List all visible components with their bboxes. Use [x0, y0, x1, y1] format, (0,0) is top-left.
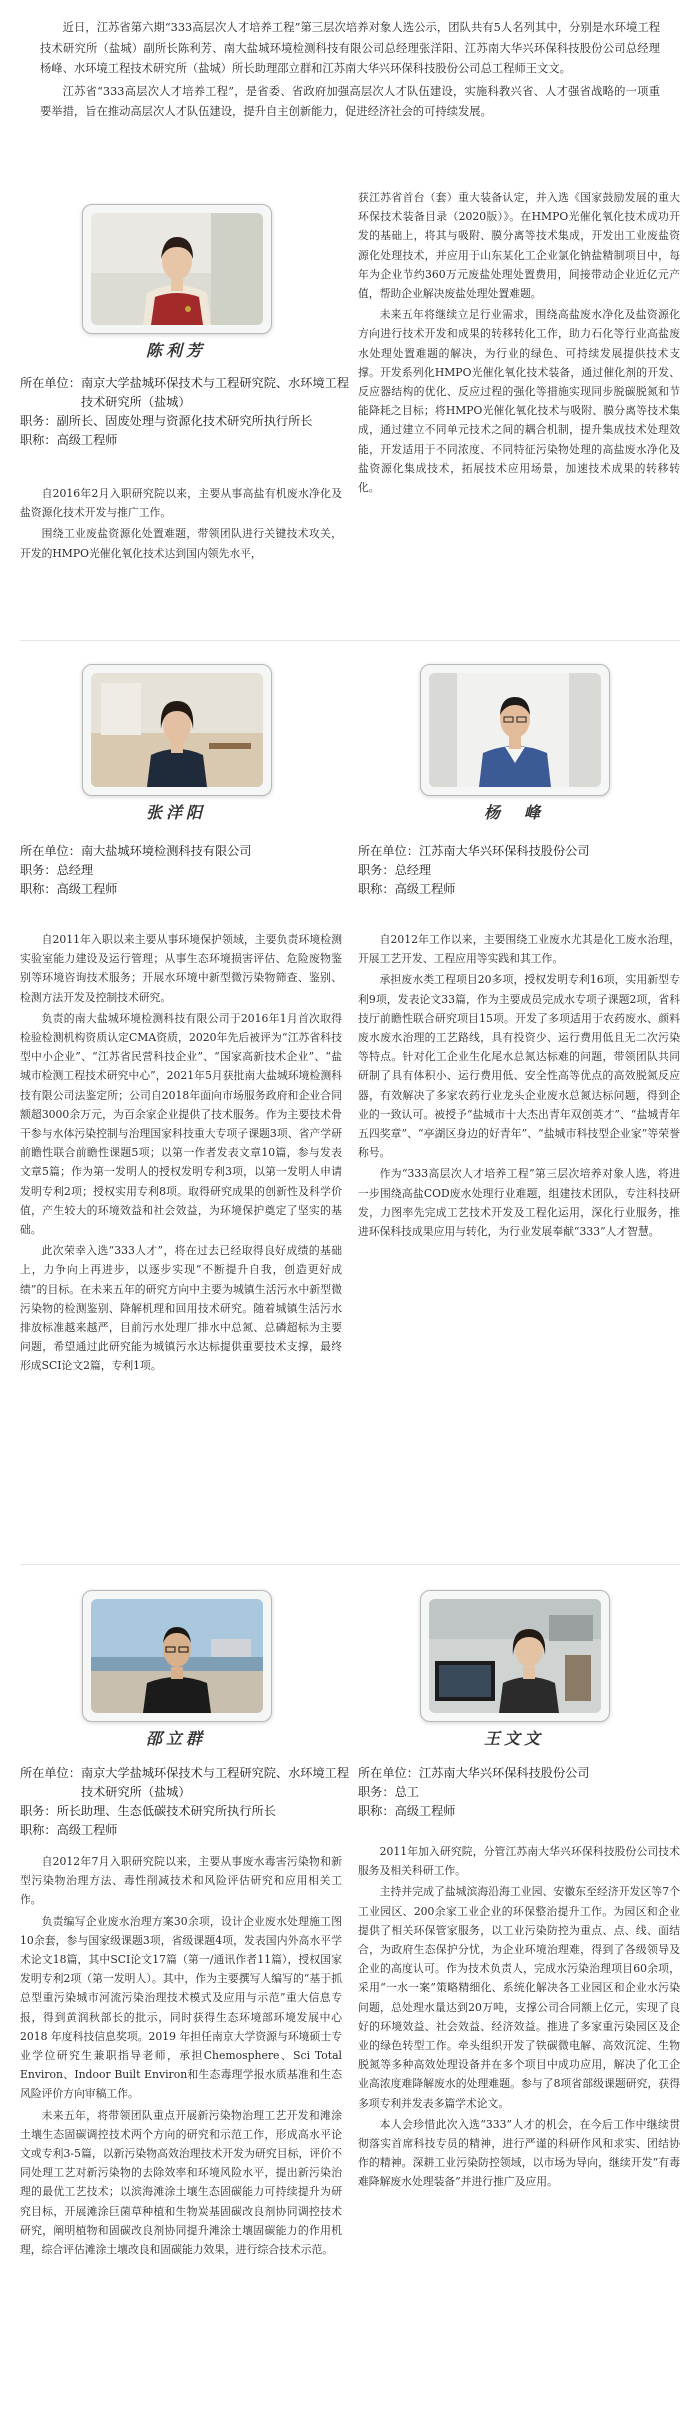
bio-paragraph: 围绕工业废盐资源化处置难题，带领团队进行关键技术攻关，开发的HMPO光催化氧化技术达到国内领先水平，	[20, 527, 342, 560]
portrait-wang-photo	[429, 1599, 601, 1713]
unit-value: 南京大学盐城环保技术与工程研究院、水环境工程技术研究所（盐城）	[80, 376, 350, 409]
title-row	[20, 880, 340, 899]
bio-paragraph: 获江苏省首台（套）重大装备认定，并入选《国家鼓励发展的重大环保技术装备目录（2020版）》。在HMPO光催化氧化技术成功开发的基础上，将其与吸附、膜分离等技术集成，开发出工业废盐资源化处理技术，并应用于山东某化工企业氯化钠盐精制项目中，每年为企业节约360万元废盐处理处置费用，间接带动企业近亿元产值，帮助企业解决废盐处理处置难题。	[358, 191, 680, 301]
bio-chen-left	[20, 484, 342, 565]
signature-zhang: 张洋阳	[145, 803, 206, 822]
bio-paragraph: 承担废水类工程项目20多项，授权发明专利16项，实用新型专利9项，发表论文33篇，作为主要成员完成水专项子课题2项，省科技厅前瞻性联合研究项目15项。开发了多项适用于农药废水、颜料废水废水治理的工艺路线，具有投资少、运行费用低且无二次污染等特点。针对化工企业生化尾水总氮达标难的问题，带领团队共同研制了具有体积小、运行费用低、安全性高等优点的高效脱氮反应器，有效解决了多家农药行业龙头企业废水总氮达标问题，得到企业的一致认可。被授予“盐城市十大杰出青年双创英才”、“盐城青年五四奖章”、“亭湖区身边的好青年”、“盐城市科技型企业家”等荣誉称号。	[358, 973, 680, 1160]
title-value: 高级工程师	[56, 882, 118, 896]
title-value: 高级工程师	[394, 1804, 456, 1818]
unit-row	[358, 842, 678, 861]
photo-frame-zhang	[82, 664, 272, 796]
unit-row	[20, 374, 350, 412]
role-value: 总工	[394, 1785, 419, 1799]
bio-chen-right	[358, 188, 680, 499]
bio-paragraph: 未来五年将继续立足行业需求，围绕高盐废水净化及盐资源化方向进行技术开发和成果的转移转化工作，助力石化等行业高盐废水处理处置难题的解决，为行业的绿色、可持续发展提供技术支撑。开发系列化HMPO光催化氧化技术装备，通过催化剂的开发、反应器结构的优化、反应过程的强化等措施实现同步脱碳脱氮和节能降耗之目标；将HMPO光催化氧化技术与吸附、膜分离等技术集成，通过建立不同单元技术之间的耦合机制，提升集成技术处理效能，开发适用于不同浓度、不同特征污染物处理的高盐废水净化及盐资源化集成技术，拓展技术应用场景，加速技术成果的转移转化。	[358, 308, 680, 495]
role-row	[20, 412, 350, 431]
title-label: 职称：	[20, 1823, 57, 1837]
unit-row	[358, 1764, 678, 1783]
unit-value: 南大盐城环境检测科技有限公司	[80, 844, 252, 858]
unit-value: 南京大学盐城环保技术与工程研究院、水环境工程技术研究所（盐城）	[80, 1766, 350, 1799]
role-label: 职务：	[358, 1785, 395, 1799]
signature-yang: 杨 峰	[483, 803, 544, 822]
bio-paragraph: 自2012年工作以来，主要围绕工业废水尤其是化工废水治理，开展工艺开发、工程应用等实践和其工作。	[358, 933, 680, 966]
signature-wang: 王文文	[483, 1729, 544, 1748]
photo-frame-yang	[420, 664, 610, 796]
title-label: 职称：	[358, 1804, 395, 1818]
role-value: 总经理	[56, 863, 94, 877]
bio-paragraph: 自2011年入职以来主要从事环境保护领域，主要负责环境检测实验室能力建设及运行管理；从事生态环境损害评估、危险废物鉴别等环境咨询技术服务；开展水环境中新型微污染物筛查、鉴别、检测方法开发及控制技术研究。	[20, 933, 342, 1004]
unit-row	[20, 1764, 350, 1802]
info-wang	[358, 1764, 678, 1821]
info-chen	[20, 374, 350, 450]
bio-paragraph: 本人会珍惜此次入选“333”人才的机会，在今后工作中继续贯彻落实首席科技专员的精神，进行严谨的科研作风和求实、团结协作的精神。深耕工业污染防控领域，以市场为导向，继续开发“有毒难降解废水处理装备”并进行推广及应用。	[358, 2117, 680, 2189]
role-label: 职务：	[358, 863, 395, 877]
title-value: 高级工程师	[394, 882, 456, 896]
bio-paragraph: 此次荣幸入选“333人才”，将在过去已经取得良好成绩的基础上，力争向上再进步，以逐步实现“不断提升自我，创造更好成绩”的目标。在未来五年的研究方向中主要为城镇生活污水中新型微污染物的检测鉴别、降解机理和回用技术研究。随着城镇生活污水排放标准越来越严，目前污水处理厂排水中总氮、总磷超标为主要问题，希望通过此研究能为城镇污水达标提供重要技术支撑，最终形成SCI论文2篇，专利1项。	[20, 1244, 342, 1373]
title-row	[20, 431, 350, 450]
portrait-yang-photo	[429, 673, 601, 787]
unit-label: 所在单位：	[20, 1766, 81, 1780]
bio-paragraph: 主持并完成了盐城滨海沿海工业园、安徽东至经济开发区等7个工业园区、200余家工业企业的环保整治提升工作。为园区和企业提供了相关环保管家服务，以工业污染防控为重点、点、线、面结合，为政府生态保护分忧，为企业环境治理难，得到了各级领导及企业的高度认可。作为技术负责人，完成水污染治理项目60余项，采用“一水一案”策略精细化、系统化解决各工业园区和企业水污染问题，总处理水量达到20万吨，支撑公司合同额上亿元，实现了良好的环境效益、社会效益、经济效益。推进了多家重污染园区及企业的绿色转型工作。牵头组织开发了铁碳微电解、高效沉淀、生物脱氮等多种高效处理设备并在多个项目中成功应用，解决了化工企业高浓度难降解废水的处理难题。参与了8项省部级课题研究，获得多项专利并发表多篇学术论文。	[358, 1885, 680, 2110]
intro-paragraph-2: 江苏省“333高层次人才培养工程”，是省委、省政府加强高层次人才队伍建设，实施科教兴省、人才强省战略的一项重要举措，旨在推动高层次人才队伍建设，提升自主创新能力，促进经济社会的可持续发展。	[40, 84, 660, 118]
portrait-chen-photo	[91, 213, 263, 325]
unit-label: 所在单位：	[20, 844, 81, 858]
photo-frame-shao	[82, 1590, 272, 1722]
bio-zhang	[20, 930, 342, 1378]
title-label: 职称：	[20, 882, 57, 896]
section-divider	[20, 640, 680, 641]
info-zhang	[20, 842, 340, 899]
bio-paragraph: 负责的南大盐城环境检测科技有限公司于2016年1月首次取得检验检测机构资质认定CMA资质，2020年先后被评为“江苏省科技型中小企业”、“江苏省民营科技企业”、“国家高新技术企业”、“盐城市检测工程技术研究中心”，2021年5月获批南大盐城环境检测科技有限公司法鉴定所；公司自2018年面向市场服务政府和企业合同额超3000余万元，为百余家企业提供了技术服务。作为主要技术骨干参与水体污染控制与治理国家科技重大专项子课题3项、省产学研前瞻性联合前瞻性课题5项；以第一作者发表文章10篇，参与发表文章5篇；作为第一发明人的授权发明专利3项，以第一发明人申请发明专利2项；授权实用专利8项。取得研究成果的创新性及科学价值，产生较大的环境效益和社会效益，为环境保护奠定了坚实的基础。	[20, 1011, 342, 1237]
role-label: 职务：	[20, 414, 57, 428]
role-label: 职务：	[20, 863, 57, 877]
intro-paragraph-1: 近日，江苏省第六期“333高层次人才培养工程”第三层次培养对象人选公示，团队共有5人名列其中，分别是水环境工程技术研究所（盐城）副所长陈利芳、南大盐城环境检测科技有限公司总经理张洋阳、江苏南大华兴环保科技股份公司总经理杨峰、水环境工程技术研究所（盐城）所长助理邵立群和江苏南大华兴环保科技股份公司总工程师王文文。	[40, 21, 660, 75]
unit-label: 所在单位：	[358, 844, 419, 858]
photo-frame-wang	[420, 1590, 610, 1722]
title-label: 职称：	[358, 882, 395, 896]
role-row	[20, 861, 340, 880]
title-row	[358, 1802, 678, 1821]
title-value: 高级工程师	[56, 1823, 118, 1837]
unit-value: 江苏南大华兴环保科技股份公司	[418, 844, 590, 858]
unit-value: 江苏南大华兴环保科技股份公司	[418, 1766, 590, 1780]
info-yang	[358, 842, 678, 899]
signature-shao: 邵立群	[145, 1729, 206, 1748]
section-divider	[20, 1564, 680, 1565]
bio-yang	[358, 930, 680, 1243]
portrait-shao-photo	[91, 1599, 263, 1713]
bio-wang	[358, 1842, 680, 2194]
role-row	[20, 1802, 350, 1821]
role-value: 所长助理、生态低碳技术研究所执行所长	[56, 1804, 276, 1818]
bio-paragraph: 未来五年，将带领团队重点开展新污染物治理工艺开发和滩涂土壤生态固碳调控技术两个方向的研究和示范工作，形成高水平论文或专利3-5篇，以新污染物高效治理技术开发为研究目标，评价不同处理工艺对新污染物的去除效率和环境风险水平，提出新污染治理的最优工艺技术；以滨海滩涂土壤生态固碳能力可持续提升为研究目标，开展滩涂巨菌草种植和生物炭基固碳改良剂协同调控技术研究，阐明植物和固碳改良剂协同提升滩涂土壤固碳能力的作用机理，综合评估滩涂土壤改良和固碳能力效果，进行综合技术示范。	[20, 2108, 342, 2257]
unit-label: 所在单位：	[20, 376, 81, 390]
title-label: 职称：	[20, 433, 57, 447]
info-shao	[20, 1764, 350, 1840]
bio-paragraph: 作为“333高层次人才培养工程”第三层次培养对象人选，将进一步围绕高盐COD废水处理行业难题，组建技术团队，专注科技研发，力图率先完成工艺技术开发及工程化运用，深化行业服务，推进环保科技成果应用与转化，为行业发展奉献“333”人才智慧。	[358, 1167, 680, 1239]
photo-frame-chen	[82, 204, 272, 334]
portrait-zhang-photo	[91, 673, 263, 787]
role-row	[358, 1783, 678, 1802]
signature-chen: 陈利芳	[145, 341, 206, 360]
bio-paragraph: 负责编写企业废水治理方案30余项，设计企业废水处理施工图10余套，参与国家级课题3项，省级课题4项，发表国内外高水平学术论文18篇，其中SCI论文17篇（第一/通讯作者11篇），授权国家发明专利2项（第一发明人）。其中，作为主要撰写人编写的“基于抓总型重污染城市河流污染治理技术模式及应用与示范”重大信息专报，得到黄润秋部长的批示，同时获得生态环境部环境发展中心 2018 年度科技信息奖项。2019 年担任南京大学资源与环境硕士专业学位研究生兼职指导老师，承担Chemosphere、Sci Total Environ、Indoor Built Environ和生态毒理学报水质基准和生态风险评价方向审稿工作。	[20, 1914, 342, 2101]
unit-label: 所在单位：	[358, 1766, 419, 1780]
role-row	[358, 861, 678, 880]
bio-paragraph: 自2012年7月入职研究院以来，主要从事废水毒害污染物和新型污染物治理方法、毒性削减技术和风险评估研究和应用相关工作。	[20, 1855, 342, 1907]
role-value: 总经理	[394, 863, 432, 877]
bio-paragraph: 自2016年2月入职研究院以来，主要从事高盐有机废水净化及盐资源化技术开发与推广工作。	[20, 487, 342, 520]
role-value: 副所长、固废处理与资源化技术研究所执行所长	[56, 414, 313, 428]
title-row	[358, 880, 678, 899]
title-value: 高级工程师	[56, 433, 118, 447]
intro-section	[40, 18, 660, 125]
unit-row	[20, 842, 340, 861]
role-label: 职务：	[20, 1804, 57, 1818]
bio-shao	[20, 1852, 342, 2261]
title-row	[20, 1821, 350, 1840]
bio-paragraph: 2011年加入研究院，分管江苏南大华兴环保科技股份公司技术服务及相关科研工作。	[358, 1845, 680, 1878]
